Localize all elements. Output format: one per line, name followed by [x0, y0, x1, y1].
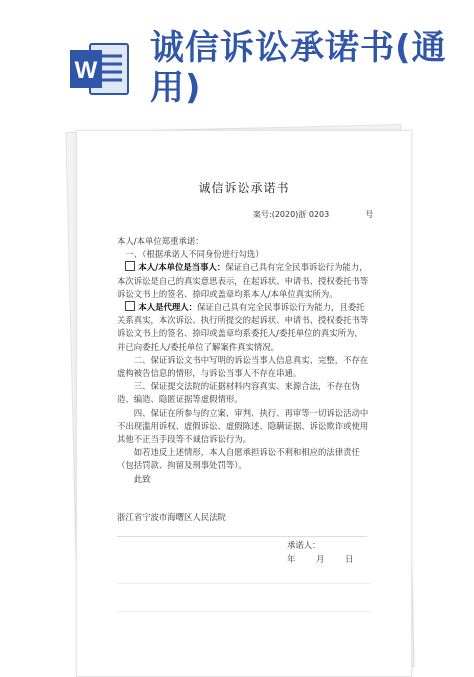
agent-label: 本人是代理人：: [138, 302, 198, 313]
document-page: [76, 130, 412, 677]
court-name: 浙江省宁波市海曙区人民法院: [117, 512, 226, 522]
word-icon: [68, 38, 130, 100]
agent-checkbox[interactable]: [125, 301, 135, 311]
agent-option: [117, 301, 371, 354]
item-1-label: 一、（根据承诺人不同身份进行勾选）: [125, 249, 264, 260]
document-body: [117, 235, 371, 486]
ci-zhi: 此致: [133, 473, 151, 484]
svg-text:W: W: [74, 57, 98, 84]
banner-title: 诚信诉讼承诺书(通用): [150, 28, 447, 108]
agent-text: 保证自己具有完全民事诉讼行为能力，且委托关系真实，本次诉讼、执行所提交的起诉状、申请书、授权委托书等诉讼文书上的签名、捺印或盖章均系委托人/委托单位的真实所为，并已向委托人/委托单位了解案件真实情况。: [117, 302, 369, 352]
header-banner: [0, 0, 474, 115]
party-text: 保证自己具有完全民事诉讼行为能力，本次诉讼是自己的真实意思表示，在起诉状、申请书、授权委托书等诉讼文书上的签名、捺印或盖章均系本人/本单位真实所为。: [117, 262, 369, 299]
party-option: [117, 261, 371, 301]
case-number-suffix: 号: [365, 210, 374, 219]
document-title: 诚信诉讼承诺书: [198, 181, 290, 195]
case-number: [253, 209, 373, 220]
item-5: 如若违反上述情形，本人自愿承担诉讼不利和相应的法律责任（包括罚款、拘留及刑事处罚等）。: [117, 447, 360, 471]
item-3: 三、保证提交法院的证据材料内容真实、来源合法，不存在伪造、编造、隐匿证据等虚假情形。: [117, 381, 360, 405]
blank-line: [117, 583, 371, 584]
item-4: 四、保证在所参与的立案、审判、执行、再审等一切诉讼活动中不出现滥用诉权、虚假诉讼、虚假陈述、隐瞒证据、诉讼欺诈或使用其他不正当手段等不诚信诉讼行为。: [117, 407, 369, 445]
court-underline: [117, 524, 367, 537]
addressee: 本人/本单位郑重承诺：: [117, 236, 204, 246]
signer-label: 承诺人：: [287, 540, 321, 550]
date-line: 年 月 日: [287, 554, 354, 564]
blank-line: [117, 611, 371, 612]
item-2: 二、保证诉讼文书中写明的诉讼当事人信息真实、完整，不存在虚构被告信息的情形，与诉讼当事人不存在串通。: [117, 354, 369, 379]
party-label: 本人/本单位是当事人：: [138, 262, 226, 273]
party-checkbox[interactable]: [125, 261, 135, 271]
case-number-text: 案号:(2020)浙 0203: [253, 210, 330, 219]
